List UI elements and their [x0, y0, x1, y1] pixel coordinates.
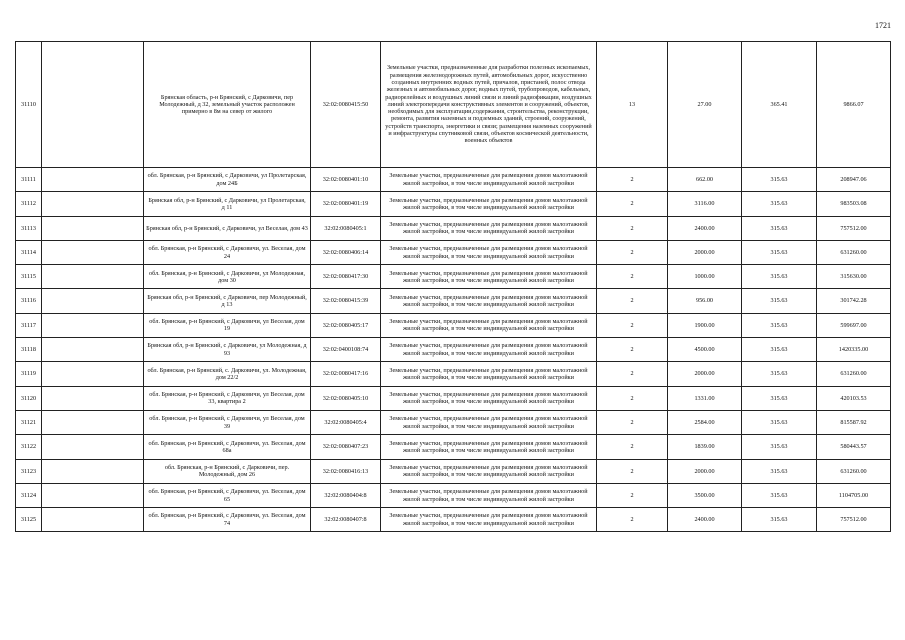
cadastral-value-cell: 9866.07: [817, 42, 891, 168]
specific-value-cell: 315.63: [742, 386, 817, 410]
area-cell: 956.00: [668, 289, 742, 313]
permitted-use-cell: Земельные участки, предназначенные для размещения домов малоэтажной жилой застройки, в том числе индивидуальной жилой застройки: [381, 386, 597, 410]
permitted-use-cell: Земельные участки, предназначенные для размещения домов малоэтажной жилой застройки, в том числе индивидуальной жилой застройки: [381, 192, 597, 216]
specific-value-cell: 315.63: [742, 508, 817, 532]
table-row: [16, 216, 891, 240]
area-cell: 3116.00: [668, 192, 742, 216]
address-cell: Брянская обл, р-н Брянский, с Дарковичи, ул Веселая, дом 43: [144, 216, 311, 240]
permitted-use-cell: Земельные участки, предназначенные для размещения домов малоэтажной жилой застройки, в том числе индивидуальной жилой застройки: [381, 240, 597, 264]
empty-cell: [42, 386, 144, 410]
table-row: [16, 386, 891, 410]
table-row: [16, 459, 891, 483]
specific-value-cell: 315.63: [742, 362, 817, 386]
table-row: [16, 192, 891, 216]
cadastral-value-cell: 580443.57: [817, 435, 891, 459]
row-number: 31115: [16, 265, 42, 289]
category-code-cell: 2: [597, 168, 668, 192]
row-number: 31118: [16, 338, 42, 362]
cadastral-value-cell: 631260.00: [817, 240, 891, 264]
specific-value-cell: 315.63: [742, 338, 817, 362]
area-cell: 2000.00: [668, 459, 742, 483]
empty-cell: [42, 313, 144, 337]
address-cell: Брянская обл, р-н Брянский, с Дарковичи, ул Молодежная, д 93: [144, 338, 311, 362]
cadastral-number-cell: 32:02:0080401:10: [311, 168, 381, 192]
empty-cell: [42, 410, 144, 434]
address-cell: обл. Брянская, р-н Брянский, с Дарковичи, пер. Молодежный, дом 26: [144, 459, 311, 483]
category-code-cell: 13: [597, 42, 668, 168]
specific-value-cell: 365.41: [742, 42, 817, 168]
row-number: 31114: [16, 240, 42, 264]
permitted-use-cell: Земельные участки, предназначенные для размещения домов малоэтажной жилой застройки, в том числе индивидуальной жилой застройки: [381, 289, 597, 313]
cadastral-value-cell: 815587.92: [817, 410, 891, 434]
row-number: 31124: [16, 483, 42, 507]
cadastral-value-cell: 301742.28: [817, 289, 891, 313]
permitted-use-cell: Земельные участки, предназначенные для размещения домов малоэтажной жилой застройки, в том числе индивидуальной жилой застройки: [381, 508, 597, 532]
category-code-cell: 2: [597, 265, 668, 289]
category-code-cell: 2: [597, 362, 668, 386]
area-cell: 2000.00: [668, 362, 742, 386]
cadastral-number-cell: 32:02:0080407:23: [311, 435, 381, 459]
specific-value-cell: 315.63: [742, 240, 817, 264]
row-number: 31113: [16, 216, 42, 240]
row-number: 31119: [16, 362, 42, 386]
row-number: 31112: [16, 192, 42, 216]
cadastral-value-cell: 631260.00: [817, 459, 891, 483]
category-code-cell: 2: [597, 240, 668, 264]
empty-cell: [42, 338, 144, 362]
address-cell: Брянская обл, р-н Брянский, с Дарковичи, ул Пролетарская, д 11: [144, 192, 311, 216]
table-row: [16, 168, 891, 192]
area-cell: 2400.00: [668, 216, 742, 240]
cadastral-number-cell: 32:02:0080401:19: [311, 192, 381, 216]
row-number: 31125: [16, 508, 42, 532]
area-cell: 4500.00: [668, 338, 742, 362]
category-code-cell: 2: [597, 508, 668, 532]
table-row: [16, 483, 891, 507]
address-cell: обл. Брянская, р-н Брянский, с Дарковичи, ул Веселая, дом 33, квартира 2: [144, 386, 311, 410]
area-cell: 27.00: [668, 42, 742, 168]
cadastral-number-cell: 32:02:0400108:74: [311, 338, 381, 362]
area-cell: 1331.00: [668, 386, 742, 410]
address-cell: обл. Брянская, р-н Брянский, с Дарковичи, ул. Веселая, дом 74: [144, 508, 311, 532]
cadastral-value-cell: 983503.08: [817, 192, 891, 216]
table-row: [16, 265, 891, 289]
empty-cell: [42, 508, 144, 532]
category-code-cell: 2: [597, 338, 668, 362]
table-row: [16, 42, 891, 168]
area-cell: 2584.00: [668, 410, 742, 434]
table-row: [16, 435, 891, 459]
table-row: [16, 289, 891, 313]
area-cell: 662.00: [668, 168, 742, 192]
area-cell: 1900.00: [668, 313, 742, 337]
address-cell: обл. Брянская, р-н Брянский, с Дарковичи, ул. Веселая, дом 24: [144, 240, 311, 264]
empty-cell: [42, 192, 144, 216]
address-cell: Брянская обл, р-н Брянский, с Дарковичи, пер Молодежный, д 13: [144, 289, 311, 313]
specific-value-cell: 315.63: [742, 289, 817, 313]
category-code-cell: 2: [597, 192, 668, 216]
row-number: 31117: [16, 313, 42, 337]
address-cell: обл. Брянская, р-н Брянский, с Дарковичи, ул Веселая, дом 19: [144, 313, 311, 337]
permitted-use-cell: Земельные участки, предназначенные для размещения домов малоэтажной жилой застройки, в том числе индивидуальной жилой застройки: [381, 435, 597, 459]
cadastral-value-cell: 599697.00: [817, 313, 891, 337]
address-cell: обл. Брянская, р-н Брянский, с Дарковичи, ул. Веселая, дом 68а: [144, 435, 311, 459]
cadastral-value-cell: 1104705.00: [817, 483, 891, 507]
cadastral-value-cell: 420103.53: [817, 386, 891, 410]
category-code-cell: 2: [597, 410, 668, 434]
category-code-cell: 2: [597, 313, 668, 337]
table-row: [16, 338, 891, 362]
empty-cell: [42, 289, 144, 313]
category-code-cell: 2: [597, 483, 668, 507]
cadastral-number-cell: 32:02:0080405:17: [311, 313, 381, 337]
category-code-cell: 2: [597, 289, 668, 313]
address-cell: обл. Брянская, р-н Брянский, с Дарковичи, ул. Веселая, дом 65: [144, 483, 311, 507]
cadastral-number-cell: 32:02:0080415:39: [311, 289, 381, 313]
category-code-cell: 2: [597, 459, 668, 483]
cadastral-value-cell: 315630.00: [817, 265, 891, 289]
cadastral-value-cell: 1420335.00: [817, 338, 891, 362]
specific-value-cell: 315.63: [742, 459, 817, 483]
area-cell: 1839.00: [668, 435, 742, 459]
empty-cell: [42, 216, 144, 240]
row-number: 31111: [16, 168, 42, 192]
permitted-use-cell: Земельные участки, предназначенные для разработки полезных ископаемых, размещения железнодорожных путей, автомобильных дорог, искусственно созданных внутренних водных путей, причалов, пристаней, полос отвода железных и автомобильных дорог, водных путей, трубопроводов, кабельных, радиорелейных и воздушных линий связи и линий радиофикации, воздушных линий электропередачи конструктивных элементов и сооружений, объектов, необходимых для эксплуатации,содержания, строительства, реконструкции, ремонта, развития наземных и подземных зданий, строений, сооружений, устройств транспорта, энергетики и связи; размещения наземных сооружений и инфраструктуры спутниковой связи, объектов космической деятельности, военных объектов: [381, 42, 597, 168]
permitted-use-cell: Земельные участки, предназначенные для размещения домов малоэтажной жилой застройки, в том числе индивидуальной жилой застройки: [381, 265, 597, 289]
permitted-use-cell: Земельные участки, предназначенные для размещения домов малоэтажной жилой застройки, в том числе индивидуальной жилой застройки: [381, 313, 597, 337]
address-cell: обл. Брянская, р-н Брянский, с Дарковичи, ул Молодежная, дом 30: [144, 265, 311, 289]
cadastral-number-cell: 32:02:0080417:30: [311, 265, 381, 289]
table-row: [16, 362, 891, 386]
specific-value-cell: 315.63: [742, 192, 817, 216]
address-cell: обл. Брянская, р-н Брянский, с Дарковичи, ул Пролетарская, дом 24Б: [144, 168, 311, 192]
table-row: [16, 410, 891, 434]
permitted-use-cell: Земельные участки, предназначенные для размещения домов малоэтажной жилой застройки, в том числе индивидуальной жилой застройки: [381, 410, 597, 434]
specific-value-cell: 315.63: [742, 216, 817, 240]
cadastral-number-cell: 32:02:0080405:10: [311, 386, 381, 410]
area-cell: 3500.00: [668, 483, 742, 507]
cadastral-value-cell: 757512.00: [817, 216, 891, 240]
empty-cell: [42, 362, 144, 386]
row-number: 31121: [16, 410, 42, 434]
permitted-use-cell: Земельные участки, предназначенные для размещения домов малоэтажной жилой застройки, в том числе индивидуальной жилой застройки: [381, 483, 597, 507]
table-row: [16, 508, 891, 532]
specific-value-cell: 315.63: [742, 265, 817, 289]
empty-cell: [42, 435, 144, 459]
area-cell: 1000.00: [668, 265, 742, 289]
row-number: 31122: [16, 435, 42, 459]
empty-cell: [42, 240, 144, 264]
permitted-use-cell: Земельные участки, предназначенные для размещения домов малоэтажной жилой застройки, в том числе индивидуальной жилой застройки: [381, 459, 597, 483]
permitted-use-cell: Земельные участки, предназначенные для размещения домов малоэтажной жилой застройки, в том числе индивидуальной жилой застройки: [381, 362, 597, 386]
empty-cell: [42, 42, 144, 168]
specific-value-cell: 315.63: [742, 410, 817, 434]
cadastral-value-cell: 208947.06: [817, 168, 891, 192]
cadastral-number-cell: 32:02:0080405:1: [311, 216, 381, 240]
row-number: 31110: [16, 42, 42, 168]
land-valuation-table: [15, 41, 891, 532]
category-code-cell: 2: [597, 216, 668, 240]
page-number: 1721: [875, 21, 891, 30]
specific-value-cell: 315.63: [742, 168, 817, 192]
category-code-cell: 2: [597, 386, 668, 410]
cadastral-value-cell: 757512.00: [817, 508, 891, 532]
empty-cell: [42, 483, 144, 507]
specific-value-cell: 315.63: [742, 435, 817, 459]
cadastral-number-cell: 32:02:0080415:50: [311, 42, 381, 168]
empty-cell: [42, 168, 144, 192]
row-number: 31116: [16, 289, 42, 313]
cadastral-number-cell: 32:02:0080406:14: [311, 240, 381, 264]
cadastral-value-cell: 631260.00: [817, 362, 891, 386]
specific-value-cell: 315.63: [742, 313, 817, 337]
address-cell: обл. Брянская, р-н Брянский, с Дарковичи, ул Веселая, дом 39: [144, 410, 311, 434]
category-code-cell: 2: [597, 435, 668, 459]
address-cell: Брянская область, р-н Брянский, с Дарковичи, пер Молодежный, д 32, земельный участок расположен примерно в 8м на север от жилого: [144, 42, 311, 168]
table-row: [16, 240, 891, 264]
area-cell: 2000.00: [668, 240, 742, 264]
cadastral-number-cell: 32:02:0080404:8: [311, 483, 381, 507]
empty-cell: [42, 459, 144, 483]
cadastral-number-cell: 32:02:0080416:13: [311, 459, 381, 483]
permitted-use-cell: Земельные участки, предназначенные для размещения домов малоэтажной жилой застройки, в том числе индивидуальной жилой застройки: [381, 338, 597, 362]
specific-value-cell: 315.63: [742, 483, 817, 507]
permitted-use-cell: Земельные участки, предназначенные для размещения домов малоэтажной жилой застройки, в том числе индивидуальной жилой застройки: [381, 216, 597, 240]
cadastral-number-cell: 32:02:0080417:16: [311, 362, 381, 386]
cadastral-number-cell: 32:02:0080407:8: [311, 508, 381, 532]
empty-cell: [42, 265, 144, 289]
row-number: 31123: [16, 459, 42, 483]
table-row: [16, 313, 891, 337]
row-number: 31120: [16, 386, 42, 410]
address-cell: обл. Брянская, р-н Брянский, с. Дарковичи, ул. Молодежная, дом 22/2: [144, 362, 311, 386]
cadastral-number-cell: 32:02:0080405:4: [311, 410, 381, 434]
area-cell: 2400.00: [668, 508, 742, 532]
permitted-use-cell: Земельные участки, предназначенные для размещения домов малоэтажной жилой застройки, в том числе индивидуальной жилой застройки: [381, 168, 597, 192]
